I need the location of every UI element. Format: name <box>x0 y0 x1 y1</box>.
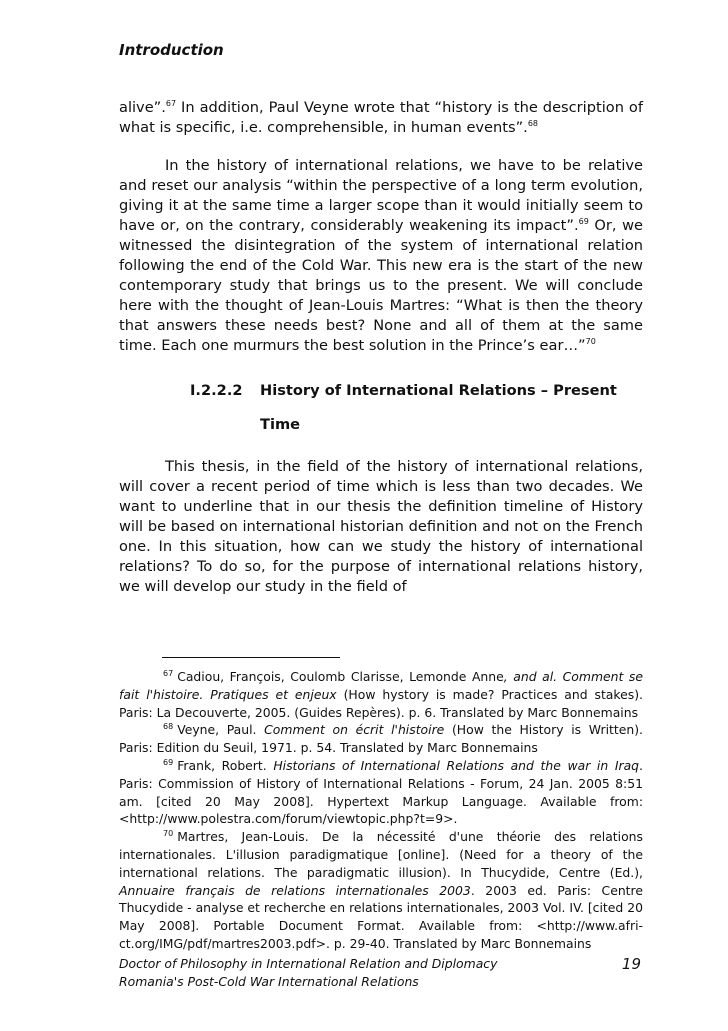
footnote-ref-68[interactable]: 68 <box>527 119 538 129</box>
footnote-text: (How hystory is made? Practices and stakes). Paris: La Decouverte, 2005. (Guides Repères). p. 6. Translated by Marc Bonnemains <box>119 686 643 720</box>
footer-line-2: Romania's Post-Cold War International Relations <box>119 974 419 989</box>
footnote-text: Martres, Jean-Louis. De la nécessité d'une théorie des relations internationales. L'illusion paradigmatique [online]. (Need for a theory of the international relations. The paradigmatic illusion). In Thucydide, Centre (Ed.), <box>119 829 643 880</box>
section-title-line-2: Time <box>260 416 301 433</box>
section-number: I.2.2.2 <box>190 382 243 399</box>
footnote-text: , and al. Comment se fait l'histoire. Pratiques et enjeux <box>119 669 643 702</box>
section-title-line-1: History of International Relations – Present <box>260 382 617 399</box>
footnote-69 <box>119 757 643 828</box>
page-number: 19 <box>621 955 641 973</box>
footnote-ref-70[interactable]: 70 <box>585 337 596 347</box>
footnote-ref-69[interactable]: 69 <box>578 217 589 227</box>
footnote-text: Historians of International Relations and the war in Iraq <box>273 757 640 773</box>
footnote-text: Comment on écrit l'histoire <box>264 722 445 738</box>
footnote-text: Veyne, Paul. <box>177 722 265 738</box>
paragraph-2-text-a: In the history of international relations, we have to be relative and reset our analysis “within the perspective of a long term evolution, giving it at the same time a larger scope than it would initially seem to have or, on the contrary, considerably weakening its impact”. <box>119 157 643 234</box>
page-footer <box>119 955 643 991</box>
section-heading <box>190 374 643 442</box>
paragraph-3: This thesis, in the field of the history of international relations, will cover a recent period of time which is less than two decades. We want to underline that in our thesis the definition timeline of History will be based on international historian definition and not on the French one. In this situation, how can we study the history of international relations? To do so, for the purpose of international relations history, we will develop our study in the field of <box>119 458 643 595</box>
footnote-70 <box>119 828 643 953</box>
paragraph-1-text-a: alive”. <box>119 99 166 116</box>
footnote-text: . 2003 ed. Paris: Centre Thucydide - analyse et recherche en relations internationales, 2003 Vol. IV. [cited 20 May 2008]. Portable Document Format. Available from: <http://www.afri-ct.org/IMG/pdf/martres2003.pdf>. p. 29-40. Translated by Marc Bonnemains <box>119 882 643 951</box>
running-header: Introduction <box>119 41 224 59</box>
paragraph-1 <box>119 98 643 138</box>
footnote-number: 69 <box>163 757 174 767</box>
paragraph-2-text-b: Or, we witnessed the disintegration of the system of international relation following the end of the Cold War. This new era is the start of the new contemporary study that brings us to the present. We will conclude here with the thought of Jean-Louis Martres: “What is then the theory that answers these needs best? None and all of them at the same time. Each one murmurs the best solution in the Prince’s ear…” <box>119 217 643 354</box>
paragraph-2 <box>119 156 643 356</box>
footnote-ref-67[interactable]: 67 <box>165 99 177 109</box>
footnote-number: 70 <box>163 829 174 839</box>
footnotes-section <box>119 668 643 953</box>
footer-line-1: Doctor of Philosophy in International Relation and Diplomacy <box>119 956 498 971</box>
footnote-number: 67 <box>163 668 174 678</box>
footnote-text: . Paris: Commission of History of International Relations - Forum, 24 Jan. 2005 8:51 am. [cited 20 May 2008]. Hypertext Markup Language. Available from: <http://www.polestra.com/forum/viewtopic.php?t=9>. <box>119 757 643 827</box>
paragraph-1-text-b: In addition, Paul Veyne wrote that “history is the description of what is specific, i.e. comprehensible, in human events”. <box>119 99 643 136</box>
footnote-separator <box>162 657 340 658</box>
footnote-text: Cadiou, François, Coulomb Clarisse, Lemonde Anne <box>177 669 504 684</box>
footnote-number: 68 <box>163 722 174 732</box>
footnote-text: Frank, Robert. <box>177 757 274 773</box>
footnote-68 <box>119 721 643 757</box>
footnote-text: (How the History is Written). Paris: Edition du Seuil, 1971. p. 54. Translated by Marc Bonnemains <box>119 722 643 756</box>
footnote-67 <box>119 668 643 721</box>
footnote-text: Annuaire français de relations internationales 2003 <box>119 882 471 898</box>
